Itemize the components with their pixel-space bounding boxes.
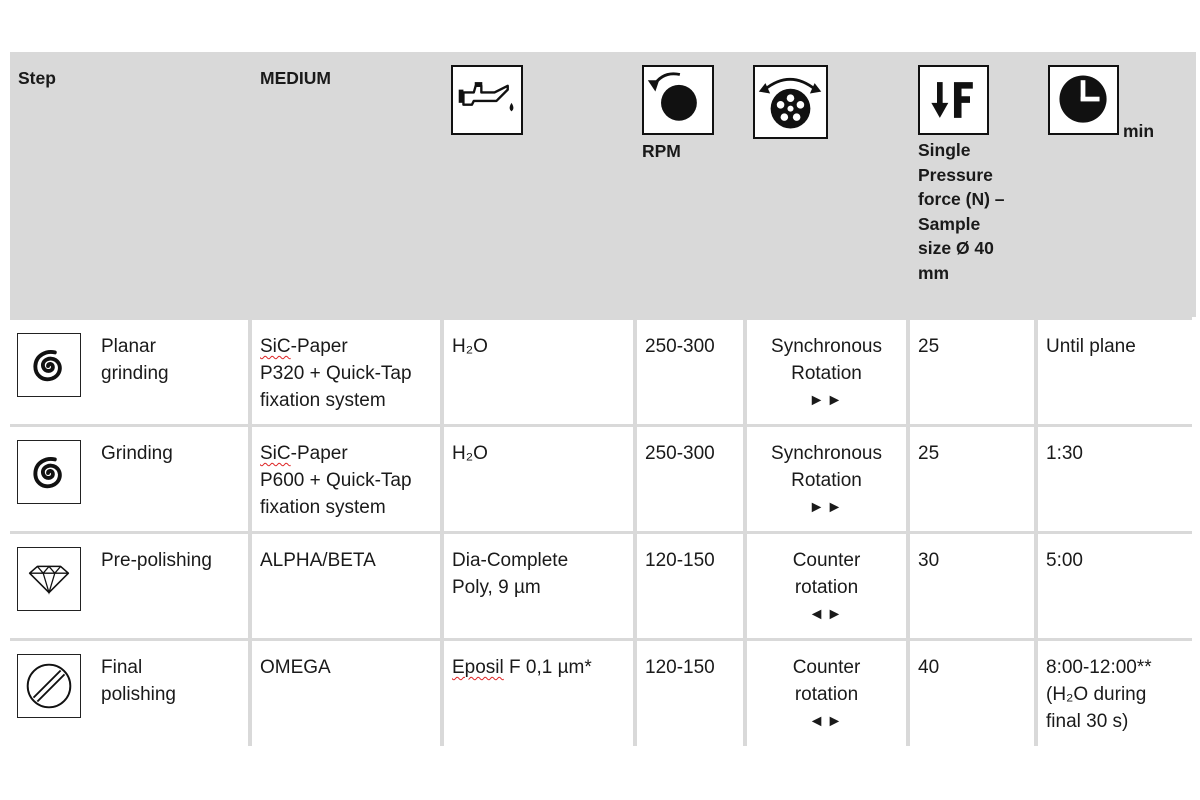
step-label-line: grinding <box>101 363 169 384</box>
step-label-line: polishing <box>101 684 176 705</box>
table-row-4-force <box>910 641 1034 746</box>
table-row-2-rpm <box>637 427 743 531</box>
table-row-3-time <box>1038 534 1196 638</box>
table-row-2-step <box>10 427 248 531</box>
rpm-value: 120-150 <box>645 550 715 571</box>
table-row-3-force <box>910 534 1034 638</box>
header-medium-label: MEDIUM <box>260 68 331 88</box>
force-value: 25 <box>918 336 940 357</box>
force-value: 40 <box>918 657 940 678</box>
header-force-line: mm <box>918 262 950 283</box>
table-row-1-time <box>1038 320 1196 424</box>
table-row-2-medium <box>252 427 440 531</box>
header-force-label <box>918 138 1005 285</box>
spellcheck-word: SiC <box>260 336 291 357</box>
header-step <box>10 52 248 317</box>
header-direction <box>747 52 906 317</box>
table-row-2-direction <box>747 427 906 531</box>
header-step-label: Step <box>18 68 56 88</box>
diamond-icon <box>17 547 81 611</box>
time-line: (H₂O during <box>1046 684 1147 705</box>
rpm-value: 250-300 <box>645 336 715 357</box>
table-row-1-force <box>910 320 1034 424</box>
direction-line: Synchronous <box>771 443 882 464</box>
rotating-holder-icon <box>753 65 828 139</box>
direction-line: Synchronous <box>771 336 882 357</box>
table-row-3-step <box>10 534 248 638</box>
oil-can-icon <box>451 65 523 135</box>
spiral-icon <box>17 333 81 397</box>
step-label-line: Pre-polishing <box>101 550 212 571</box>
header-lubricant <box>444 52 633 317</box>
table-row-4-step <box>10 641 248 746</box>
lubricant-brand: Eposil <box>452 657 504 678</box>
force-value: 25 <box>918 443 940 464</box>
lubricant-spec: F 0,1 µm* <box>503 657 592 678</box>
table-row-4-lubricant <box>444 641 633 746</box>
medium-line <box>260 333 412 360</box>
medium-line: ALPHA/BETA <box>260 550 376 571</box>
header-medium <box>252 52 440 317</box>
step-label-line: Grinding <box>101 443 173 464</box>
step-label <box>101 654 176 708</box>
medium-line: OMEGA <box>260 657 331 678</box>
header-force-line: force (N) – <box>918 189 1005 209</box>
lubricant-value: H₂O <box>452 336 488 357</box>
table-row-3-lubricant <box>444 534 633 638</box>
time-line: final 30 s) <box>1046 711 1129 732</box>
step-label-line: Planar <box>101 336 156 357</box>
rotation-disc-icon <box>642 65 714 135</box>
header-force <box>910 52 1034 317</box>
rpm-value: 120-150 <box>645 657 715 678</box>
direction-line: rotation <box>794 577 859 598</box>
lubricant-value <box>452 654 592 681</box>
time-line: 1:30 <box>1046 443 1083 464</box>
table-row-4-time <box>1038 641 1196 746</box>
time-line: Until plane <box>1046 336 1136 357</box>
header-force-line: size Ø 40 <box>918 238 994 258</box>
table-row-2-time <box>1038 427 1196 531</box>
direction-line: rotation <box>794 684 859 705</box>
spellcheck-word: SiC <box>260 443 291 464</box>
clock-icon <box>1048 65 1119 135</box>
table-row-3-direction <box>747 534 906 638</box>
header-force-line: Pressure <box>918 164 993 185</box>
time-line: 8:00-12:00** <box>1046 657 1152 678</box>
medium-line <box>260 440 412 467</box>
step-label <box>101 440 173 467</box>
medium-line: P600 + Quick-Tap <box>260 470 412 491</box>
step-label <box>101 333 169 387</box>
medium-suffix: -Paper <box>290 336 348 357</box>
lubricant-line: Poly, 9 µm <box>452 577 541 598</box>
preparation-table <box>10 52 1192 746</box>
lubricant-line: Dia-Complete <box>452 550 569 571</box>
header-rpm <box>637 52 743 317</box>
table-row-2-force <box>910 427 1034 531</box>
table-row-1-direction <box>747 320 906 424</box>
table-row-1-lubricant <box>444 320 633 424</box>
header-time <box>1038 52 1196 317</box>
direction-arrows: ►► <box>808 392 845 409</box>
table-row-1-step <box>10 320 248 424</box>
direction-line: Rotation <box>791 363 862 384</box>
header-force-line: Single <box>918 140 971 160</box>
table-row-3-medium <box>252 534 440 638</box>
medium-line: fixation system <box>260 390 386 411</box>
header-force-line: Sample <box>918 213 981 234</box>
table-row-2-lubricant <box>444 427 633 531</box>
table-row-4-medium <box>252 641 440 746</box>
table-row-1-rpm <box>637 320 743 424</box>
direction-arrows: ►► <box>808 499 845 516</box>
direction-line: Rotation <box>791 470 862 491</box>
direction-arrows: ◄► <box>808 606 845 623</box>
time-line: 5:00 <box>1046 550 1083 571</box>
step-label <box>101 547 212 574</box>
direction-line: Counter <box>792 550 861 571</box>
rpm-value: 250-300 <box>645 443 715 464</box>
force-value: 30 <box>918 550 940 571</box>
table-row-1-medium <box>252 320 440 424</box>
step-label-line: Final <box>101 657 143 678</box>
medium-line: P320 + Quick-Tap <box>260 363 412 384</box>
direction-line: Counter <box>792 657 861 678</box>
header-time-unit: min <box>1123 121 1155 141</box>
lubricant-value: H₂O <box>452 443 488 464</box>
table-row-3-rpm <box>637 534 743 638</box>
medium-suffix: -Paper <box>290 443 348 464</box>
spiral-icon <box>17 440 81 504</box>
downward-force-icon <box>918 65 989 135</box>
header-rpm-label: RPM <box>642 141 681 161</box>
table-row-4-direction <box>747 641 906 746</box>
direction-arrows: ◄► <box>808 713 845 730</box>
table-row-4-rpm <box>637 641 743 746</box>
hatched-circle-icon <box>17 654 81 718</box>
medium-line: fixation system <box>260 497 386 518</box>
